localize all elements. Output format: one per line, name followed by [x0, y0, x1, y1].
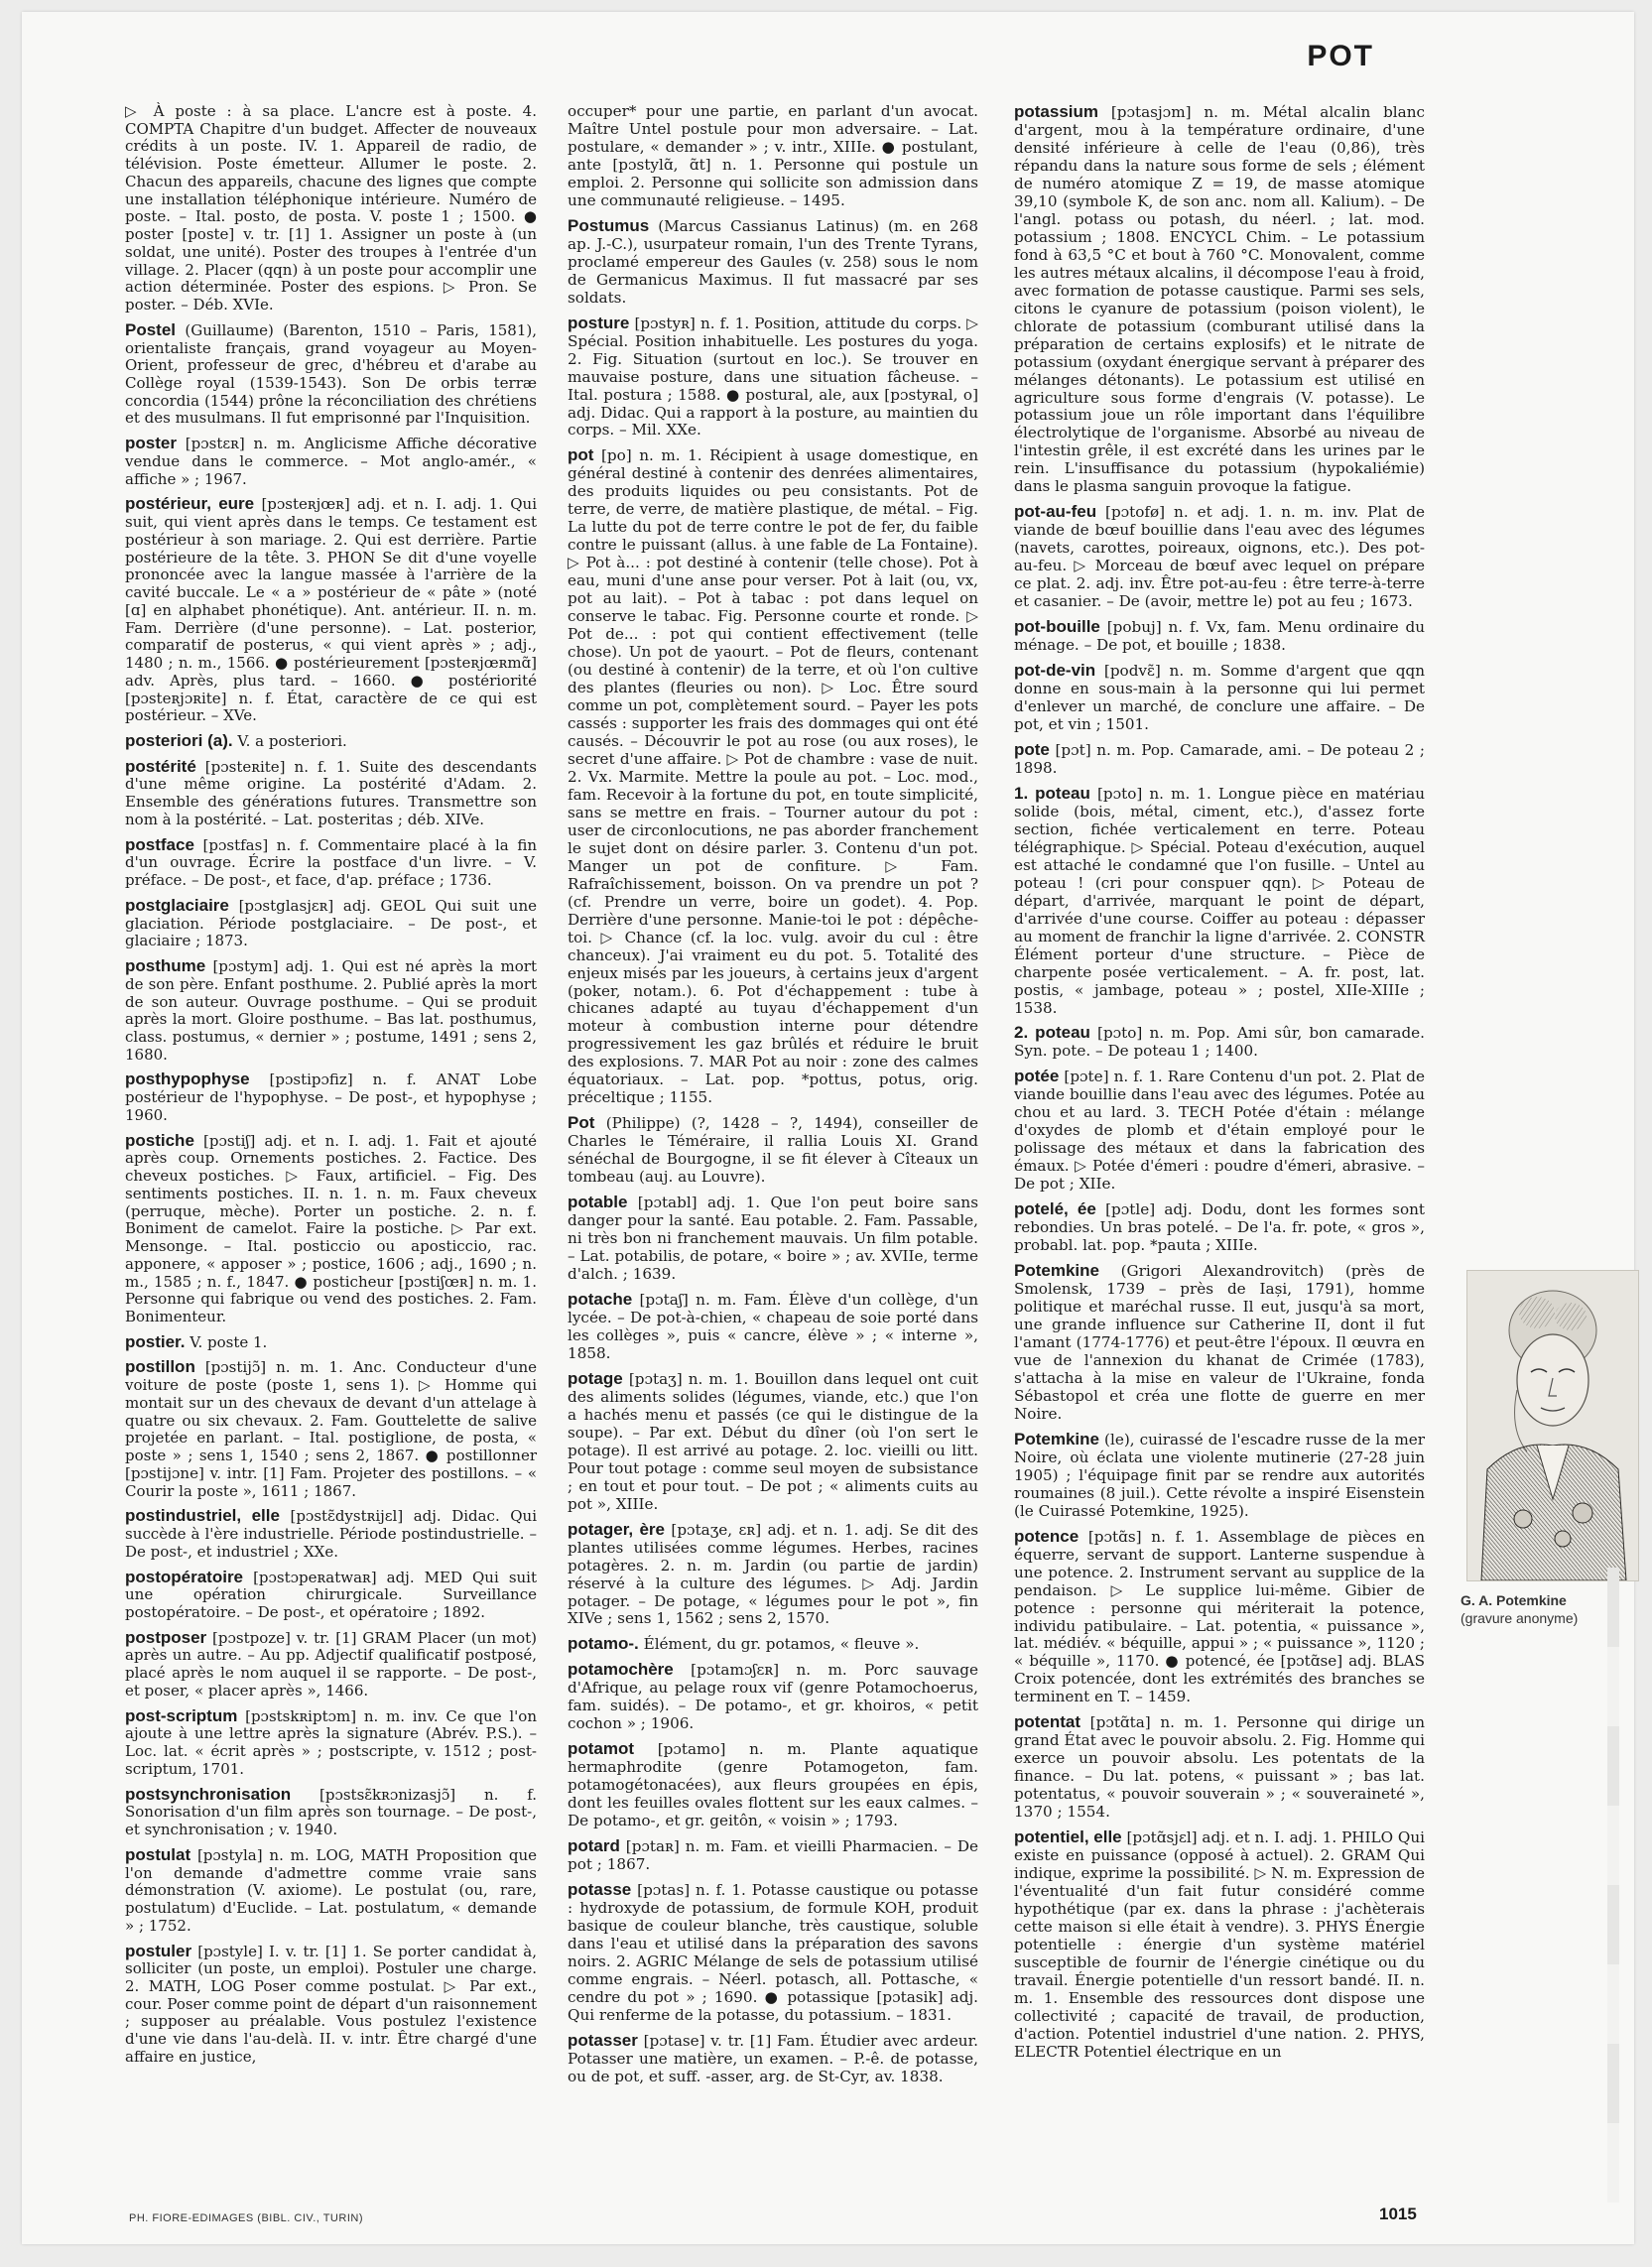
- entry-headword: Postumus: [568, 215, 650, 235]
- entry-headword: 2. poteau: [1014, 1023, 1090, 1043]
- entry-headword: potamochère: [568, 1660, 674, 1680]
- entry-headword: Postel: [125, 319, 177, 339]
- entry-text: (le), cuirassé de l'escadre russe de la mer Noire, où éclata une violente mutinerie (27-28 juin 1905) ; l'équipage finit par se rendre aux autorités roumaines (8 juil.). Cette révolte a inspiré Eisenstein (le Cuirassé Potemkine, 1925).: [1014, 1430, 1425, 1520]
- dictionary-entry: [568, 1114, 978, 1187]
- entry-text: (Grigori Alexandrovitch) (près de Smolensk, 1739 – près de Iași, 1791), homme politique et maréchal russe. Il eut, jusqu'à sa mort, une grande influence sur Catherine II, dont il fut l'amant (1774-1776) et peut-être l'époux. Il œuvra en vue de l'annexion du khanat de Crimée (1783), s'attacha à la mise en valeur de l'Ukraine, fonda Sébastopol et créa une flotte de guerre en mer Noire.: [1014, 1262, 1425, 1423]
- dictionary-entry: [125, 1507, 537, 1561]
- caption-name: G. A. Potemkine: [1461, 1592, 1567, 1608]
- entry-text: (Philippe) (?, 1428 – ?, 1494), conseiller de Charles le Téméraire, il rallia Louis XI. Grand sénéchal de Bourgogne, il se fit élever à Cîteaux un tombeau (auj. au Louvre).: [568, 1114, 978, 1187]
- entry-text: [pɔstsɛ̃kʀɔnizasjɔ̃] n. f. Sonorisation d'un film après son tournage. – De post-, et synchronisation ; v. 1940.: [125, 1785, 537, 1839]
- scan-edge: [1607, 1568, 1619, 2203]
- entry-text: [pɔtle] adj. Dodu, dont les formes sont rebondies. Un bras potelé. – De l'a. fr. pote, « gros », probabl. lat. pop. *pauta ; XIIIe.: [1014, 1200, 1425, 1255]
- entry-headword: postillon: [125, 1357, 195, 1377]
- entry-text: [pɔto] n. m. 1. Longue pièce en matériau solide (bois, métal, ciment, etc.), d'assez forte section, fichée verticalement en terre. Poteau télégraphique. ▷ Spécial. Poteau d'exécution, auquel est attaché le condamné que l'on fusille. – Untel au poteau ! (cri pour conspuer qqn). ▷ Poteau de départ, d'arrivée, marquant le point de départ, d'arrivée d'une course. Coiffer au poteau : dépasser au moment de franchir la ligne d'arrivée. 2. CONSTR Élément porteur d'une structure. – Pièce de charpente posée verticalement. – A. fr. post, lat. postis, « jambage, poteau » ; postel, XIIe-XIIIe ; 1538.: [1014, 784, 1426, 1017]
- entry-text: [pɔtofø] n. et adj. 1. n. m. inv. Plat de viande de bœuf bouillie dans l'eau avec des légumes (navets, carottes, poireaux, oignons, etc.). Des pot-au-feu. ▷ Morceau de bœuf avec lequel on prépare ce plat. 2. adj. inv. Être pot-au-feu : être terre-à-terre et casanier. – De (avoir, mettre le) pot au feu ; 1673.: [1014, 503, 1425, 611]
- entry-text: [pɔtaʒe, ɛʀ] adj. et n. 1. adj. Se dit des plantes utilisées comme légumes. Herbes, racines potagères. 2. n. m. Jardin (ou partie de jardin) réservé à la culture des légumes. ▷ Adj. Jardin potager. – De potage, « légumes pour le pot », fin XIVe ; sens 1, 1562 ; sens 2, 1570.: [568, 1520, 978, 1628]
- dictionary-entry: [1014, 1528, 1425, 1707]
- dictionary-entry: [125, 1132, 537, 1326]
- dictionary-entry: [125, 732, 537, 751]
- entry-headword: potage: [568, 1368, 623, 1388]
- dictionary-entry: [125, 758, 537, 829]
- entry-headword: postérité: [125, 756, 196, 776]
- dictionary-entry: [568, 103, 978, 210]
- dictionary-entry: [125, 1846, 537, 1936]
- dictionary-entry: [125, 103, 537, 315]
- dictionary-entry: [1014, 618, 1425, 655]
- dictionary-entry: [1014, 503, 1425, 611]
- entry-headword: pot-au-feu: [1014, 502, 1097, 522]
- entry-text: [pɔstym] adj. 1. Qui est né après la mort de son père. Enfant posthume. 2. Publié après la mort de son auteur. Ouvrage posthume. – Qui se produit après la mort. Gloire posthume. – Bas lat. posthumus, class. postumus, « dernier » ; postume, 1491 ; sens 2, 1680.: [125, 957, 537, 1064]
- dictionary-entry: [568, 446, 978, 1107]
- entry-text: V. poste 1.: [185, 1332, 268, 1351]
- dictionary-entry: [1014, 103, 1425, 496]
- entry-headword: postindustriel, elle: [125, 1506, 280, 1526]
- entry-headword: post-scriptum: [125, 1705, 238, 1725]
- dictionary-entry: [125, 495, 537, 725]
- entry-text: [pɔstglasjɛʀ] adj. GEOL Qui suit une glaciation. Période postglaciaire. – De post-, et glaciaire ; 1873.: [125, 896, 537, 950]
- page-number: 1015: [1379, 2204, 1417, 2223]
- entry-text: Élément, du gr. potamos, « fleuve ».: [638, 1635, 920, 1654]
- dictionary-entry: [568, 1194, 978, 1284]
- entry-text: [pɔtɑ̃ta] n. m. 1. Personne qui dirige un grand État avec le pouvoir absolu. 2. Fig. Homme qui exerce un pouvoir absolu. Les potentats de la finance. – Du lat. potens, « puissant » ; bas lat. potentatus, « pouvoir souverain » ; « souveraineté », 1370 ; 1554.: [1014, 1713, 1425, 1822]
- entry-text: [po] n. m. 1. Récipient à usage domestique, en général destiné à contenir des denrées alimentaires, des produits liquides ou peu consistants. Pot de terre, de verre, de matière plastique, de métal. – Fig. La lutte du pot de terre contre le pot de fer, du faible contre le puissant (allus. à une fable de La Fontaine). ▷ Pot à... : pot destiné à contenir (telle chose). Pot à eau, muni d'une anse pour verser. Pot à lait (ou, vx, pot au lait). – Pot à tabac : pot dans lequel on conserve le tabac. Fig. Personne courte et ronde. ▷ Pot de... : pot qui contient effectivement (telle chose). Un pot de yaourt. – Pot de fleurs, contenant (ou destiné à contenir) de la terre, et où l'on cultive des plantes (fleuries ou non). ▷ Loc. Être sourd comme un pot, complètement sourd. – Payer les pots cassés : supporter les frais des dommages qui ont été causés. – Découvrir le pot au rose (ou aux roses), le secret d'une affaire. ▷ Pot de chambre : vase de nuit. 2. Vx. Marmite. Mettre la poule au pot. – Loc. mod., fam. Recevoir à la fortune du pot, en toute simplicité, sans se mettre en frais. – Tourner autour du pot : user de circonlocutions, ne pas aborder franchement le sujet dont on désire parler. 3. Contenu d'un pot. Manger un pot de confiture. ▷ Fam. Rafraîchissement, boisson. On va prendre un pot ? (cf. Prendre un verre, boire un godet). 4. Pop. Derrière d'une personne. Manie-toi le pot : dépêche-toi. ▷ Chance (cf. la loc. vulg. avoir du cul : être chanceux). J'ai vraiment eu du pot. 5. Totalité des enjeux misés par les joueurs, à certains jeux d'argent (poker, notam.). 6. Pot d'échappement : tube à chicanes adapté au tuyau d'échappement d'un moteur à combustion interne pour détendre progressivement les gaz brûlés et réduire le bruit des explosions. 7. MAR Pot au noir : zone des calmes équatoriaux. – Lat. pop. *pottus, potus, orig. préceltique ; 1155.: [568, 446, 978, 1107]
- caption-note: (gravure anonyme): [1461, 1610, 1579, 1626]
- dictionary-entry: [1014, 1024, 1425, 1061]
- entry-headword: potelé, ée: [1014, 1199, 1096, 1219]
- running-head: POT: [1307, 40, 1374, 72]
- entry-headword: postuler: [125, 1941, 192, 1960]
- entry-headword: potée: [1014, 1067, 1060, 1086]
- dictionary-entry: [125, 1943, 537, 2067]
- dictionary-entry: [1014, 741, 1425, 778]
- entry-headword: posthypophyse: [125, 1070, 250, 1089]
- dictionary-page: [22, 12, 1634, 2244]
- entry-headword: potasser: [568, 2030, 638, 2050]
- dictionary-entry: [125, 1707, 537, 1779]
- entry-text: [pɔtas] n. f. 1. Potasse caustique ou potasse : hydroxyde de potassium, de formule KOH, produit basique de couleur blanche, très caustique, soluble dans l'eau et utilisé dans la préparation des savons noirs. 2. AGRIC Mélange de sels de potassium utilisé comme engrais. – Néerl. potasch, all. Pottasche, « cendre du pot » ; 1690. ● potassique [pɔtasik] adj. Qui renferme de la potasse, du potassium. – 1831.: [568, 1881, 978, 2024]
- entry-text: V. a posteriori.: [232, 731, 347, 750]
- entry-headword: Potemkine: [1014, 1429, 1099, 1448]
- entry-text: [pɔtamo] n. m. Plante aquatique hermaphrodite (genre Potamogeton, fam. potamogétonacées), aux fleurs groupées en épis, dont les feuilles ovales flottent sur les eaux calmes. – De potamo-, et gr. geitôn, « voisin » ; 1793.: [568, 1740, 978, 1830]
- dictionary-entry: [1014, 1068, 1425, 1194]
- dictionary-entry: [1014, 1713, 1425, 1822]
- dictionary-entry: [568, 1521, 978, 1629]
- entry-text: [pɔtamɔʃɛʀ] n. m. Porc sauvage d'Afrique, au pelage roux vif (genre Potamochoerus, fam. suidés). – De potamo-, et gr. khoiros, « petit cochon » ; 1906.: [568, 1661, 978, 1733]
- column-2: [568, 103, 978, 2093]
- entry-text: [pɔto] n. m. Pop. Ami sûr, bon camarade. Syn. pote. – De poteau 1 ; 1400.: [1014, 1024, 1426, 1061]
- entry-headword: postopératoire: [125, 1567, 244, 1586]
- dictionary-entry: [1014, 662, 1425, 734]
- entry-headword: posthume: [125, 956, 206, 976]
- dictionary-entry: [1014, 1200, 1425, 1255]
- entry-text: [pɔstɔpeʀatwaʀ] adj. MED Qui suit une opération chirurgicale. Surveillance postopératoire. – De post-, et opératoire ; 1892.: [125, 1568, 537, 1622]
- entry-headword: postiche: [125, 1130, 194, 1150]
- entry-headword: postsynchronisation: [125, 1784, 292, 1804]
- entry-text: [pɔstskʀiptɔm] n. m. inv. Ce que l'on ajoute à une lettre après la signature (Abrév. P.S.). – Loc. lat. « écrit après » ; postscripte, v. 1512 ; post-scriptum, 1701.: [125, 1706, 537, 1778]
- entry-text: [pɔtabl] adj. 1. Que l'on peut boire sans danger pour la santé. Eau potable. 2. Fam. Passable, ni très bon ni franchement mauvais. Un film potable. – Lat. potabilis, de potare, « boire » ; av. XVIIe, terme d'alch. ; 1639.: [568, 1194, 978, 1284]
- dictionary-entry: [125, 435, 537, 488]
- entry-text: [pɔt] n. m. Pop. Camarade, ami. – De poteau 2 ; 1898.: [1014, 740, 1425, 777]
- dictionary-entry: [568, 315, 978, 441]
- entry-headword: potard: [568, 1836, 620, 1856]
- entry-text: [pɔte] n. f. 1. Rare Contenu d'un pot. 2. Plat de viande bouillie dans l'eau avec des légumes. Potée au chou et au lard. 3. TECH Potée d'étain : mélange d'oxydes de plomb et d'étain employé pour le polissage des métaux et dans la fabrication des émaux. ▷ Potée d'émeri : poudre d'émeri, abrasive. – De pot ; XIIe.: [1014, 1068, 1425, 1194]
- dictionary-entry: [568, 1661, 978, 1733]
- entry-text: [pɔstfas] n. f. Commentaire placé à la fin d'un ouvrage. Écrire la postface d'un livre. – V. préface. – De post-, et face, d'ap. préface ; 1736.: [125, 835, 537, 890]
- potemkine-portrait: [1466, 1270, 1639, 1581]
- dictionary-entry: [568, 1837, 978, 1874]
- entry-headword: poster: [125, 434, 177, 453]
- entry-headword: pot: [568, 445, 594, 465]
- entry-headword: potamot: [568, 1739, 635, 1759]
- dictionary-entry: [1014, 785, 1425, 1018]
- dictionary-entry: [1014, 1828, 1425, 2062]
- dictionary-entry: [1014, 1262, 1425, 1424]
- dictionary-entry: [568, 1291, 978, 1363]
- dictionary-entry: [125, 897, 537, 950]
- entry-text: [pɔtɑ̃sjɛl] adj. et n. I. adj. 1. PHILO Qui existe en puissance (opposé à actuel). 2. GRAM Qui indique, exprime la possibilité. ▷ N. m. Expression de l'éventualité d'un fait futur considéré comme hypothétique (par ex. dans la phrase : j'achèterais cette maison si elle était à vendre). 3. PHYS Énergie potentielle : énergie d'un système matériel susceptible de fournir de l'énergie cinétique ou du travail. Énergie potentielle d'un ressort bandé. II. n. m. 1. Ensemble des ressources dont dispose une collectivité ; capacité de travail, de production, d'action. Potentiel industriel d'une nation. 2. PHYS, ELECTR Potentiel électrique en un: [1014, 1828, 1425, 2061]
- entry-headword: potamo-.: [568, 1634, 639, 1654]
- portrait-engraving-icon: [1467, 1271, 1638, 1580]
- entry-text: [pɔstijɔ̃] n. m. 1. Anc. Conducteur d'une voiture de poste (poste 1, sens 1). ▷ Homme qui montait sur un des chevaux de devant d'un attelage à quatre ou six chevaux. 2. Fam. Gouttelette de salive projetée en parlant. – Ital. postiglione, de posta, « poste » ; sens 1, 1540 ; sens 2, 1867. ● postillonner [pɔstijɔne] v. intr. [1] Fam. Projeter des postillons. – « Courir la poste », 1611 ; 1867.: [125, 1358, 537, 1500]
- entry-headword: potable: [568, 1193, 628, 1212]
- entry-text: [pɔstiʃ] adj. et n. I. adj. 1. Fait et ajouté après coup. Ornements postiches. 2. Factice. Des cheveux postiches. ▷ Faux, artificiel. – Fig. Des sentiments postiches. II. n. 1. n. m. Faux cheveux (perruque, mèche). Porter un postiche. 2. n. f. Boniment de camelot. Faire la postiche. ▷ Par ext. Mensonge. – Ital. posticcio ou aposticcio, rac. apponere, « apposer » ; postice, 1606 ; adj., 1690 ; n. m., 1585 ; n. f., 1847. ● posticheur [pɔstiʃœʀ] n. m. 1. Personne qui fabrique ou vend des postiches. 2. Fam. Bonimenteur.: [125, 1131, 537, 1325]
- entry-text: [pɔstyʀ] n. f. 1. Position, attitude du corps. ▷ Spécial. Position inhabituelle. Les postures du yoga. 2. Fig. Situation (surtout en loc.). Se trouver en mauvaise posture, dans une situation fâcheuse. – Ital. postura ; 1588. ● postural, ale, aux [pɔstyʀal, o] adj. Didac. Qui a rapport à la posture, au maintien du corps. – Mil. XXe.: [568, 314, 978, 440]
- entry-text: (Marcus Cassianus Latinus) (m. en 268 ap. J.-C.), usurpateur romain, l'un des Trente Tyrans, proclamé empereur des Gaules (v. 258) sous le nom de Germanicus Maximus. Il fut massacré par ses soldats.: [568, 216, 978, 307]
- dictionary-entry: [125, 1786, 537, 1839]
- entry-text: [pɔtɑ̃s] n. f. 1. Assemblage de pièces en équerre, servant de support. Lanterne suspendue à une potence. 2. Instrument servant au supplice de la pendaison. ▷ Le supplice lui-même. Gibier de potence : personne qui mériterait la potence, individu patibulaire. – Lat. potentia, « puissance », lat. médiév. « béquille, appui » ; « puissance », 1120 ; « béquille », 1170. ● potencé, ée [pɔtɑ̃se] adj. BLAS Croix potencée, dont les extrémités des branches se terminent en T. – 1459.: [1014, 1527, 1425, 1706]
- entry-headword: postérieur, eure: [125, 494, 255, 514]
- entry-headword: potager, ère: [568, 1519, 665, 1539]
- portrait-caption: [1461, 1591, 1649, 1627]
- entry-headword: Pot: [568, 1113, 595, 1133]
- dictionary-entry: [568, 1740, 978, 1830]
- entry-text: [pɔstyle] I. v. tr. [1] 1. Se porter candidat à, solliciter (un poste, un emploi). Postuler une charge. 2. MATH, LOG Poser comme postulat. ▷ Par ext., cour. Poser comme point de départ d'un raisonnement ; supposer au préalable. Vous postulez l'existence d'une vie dans l'au-delà. II. v. intr. Être chargé d'une affaire en justice,: [125, 1942, 537, 2066]
- entry-headword: posture: [568, 313, 630, 332]
- photo-credit: PH. FIORE-EDIMAGES (BIBL. CIV., TURIN): [129, 2212, 363, 2224]
- entry-headword: potence: [1014, 1526, 1080, 1546]
- dictionary-entry: [568, 1635, 978, 1654]
- entry-text: ▷ À poste : à sa place. L'ancre est à poste. 4. COMPTA Chapitre d'un budget. Affecter de nouveaux crédits à un poste. IV. 1. Appareil de radio, de télévision. Poste émetteur. Allumer le poste. 2. Chacun des appareils, chacune des lignes que compte une installation téléphonique intérieure. Numéro de poste. – Ital. posto, de posta. V. poste 1 ; 1500. ● poster [poste] v. tr. [1] 1. Assigner un poste à (un soldat, une unité). Poster des troupes à l'entrée d'un village. 2. Placer (qqn) à un poste pour accomplir une action déterminée. Poster des espions. ▷ Pron. Se poster. – Déb. XVIe.: [125, 102, 537, 315]
- column-3: [1014, 103, 1425, 2069]
- entry-text: [pɔstyla] n. m. LOG, MATH Proposition que l'on demande d'admettre comme vraie sans démonstration (V. axiome). Le postulat (ou, rare, postulatum) d'Euclide. – Lat. postulatum, « demande » ; 1752.: [125, 1845, 537, 1935]
- entry-headword: potentiel, elle: [1014, 1827, 1122, 1847]
- entry-text: [pɔstipɔfiz] n. f. ANAT Lobe postérieur de l'hypophyse. – De post-, et hypophyse ; 1960.: [125, 1071, 537, 1124]
- entry-headword: postglaciaire: [125, 895, 229, 915]
- dictionary-entry: [125, 1629, 537, 1700]
- entry-headword: potasse: [568, 1880, 632, 1900]
- column-1: [125, 103, 537, 2074]
- entry-headword: potassium: [1014, 102, 1099, 121]
- entry-headword: posteriori (a).: [125, 730, 233, 750]
- entry-text: [pɔtasjɔm] n. m. Métal alcalin blanc d'argent, mou à la température ordinaire, d'une densité inférieure à celle de l'eau (0,86), très répandu dans la nature sous forme de sels ; élément de numéro atomique Z = 19, de masse atomique 39,10 (symbole K, de son anc. nom all. Kalium). – De l'angl. potass ou potash, du néerl. ; lat. mod. potassium ; 1808. ENCYCL Chim. – Le potassium fond à 63,5 °C et bout à 760 °C. Monovalent, comme les autres métaux alcalins, il décompose l'eau à froid, avec formation de potasse caustique. Parmi ses sels, citons le cyanure de potassium (poison violent), le chlorate de potassium (comburant utilisé dans la préparation de certains explosifs) et le nitrate de potassium (oxydant énergique servant à préparer des mélanges détonants). Le potassium est utilisé en agriculture sous forme d'engrais (V. potasse). Le potassium joue un rôle important dans l'équilibre électrolytique de l'organisme. Absorbé au niveau de l'intestin grêle, il est excrété dans les urines par le rein. L'insuffisance du potassium (hypokaliémie) dans le plasma sanguin provoque la fatigue.: [1014, 103, 1425, 496]
- entry-text: occuper* pour une partie, en parlant d'un avocat. Maître Untel postule pour mon adversaire. – Lat. postulare, « demander » ; v. intr., XIIIe. ● postulant, ante [pɔstylɑ̃, ɑ̃t] n. 1. Personne qui postule un emploi. 2. Personne qui sollicite son admission dans une communauté religieuse. – 1495.: [568, 102, 978, 209]
- dictionary-entry: [125, 836, 537, 890]
- dictionary-entry: [125, 1333, 537, 1352]
- dictionary-entry: [568, 1881, 978, 2025]
- entry-headword: pot-bouille: [1014, 617, 1100, 637]
- entry-headword: postier.: [125, 1331, 186, 1351]
- entry-text: [pɔtaʒ] n. m. 1. Bouillon dans lequel ont cuit des aliments solides (légumes, viande, etc.) que l'on a hachés menu et passés (ce qui le distingue de la soupe). – Par ext. Début du dîner (où l'on sert le potage). Il est arrivé au potage. 2. loc. vieilli ou litt. Pour tout potage : comme seul moyen de subsistance ; en tout et pour tout. – De pot ; « aliments cuits au pot », XIIIe.: [568, 1369, 978, 1513]
- entry-text: [pɔtaʃ] n. m. Fam. Élève d'un collège, d'un lycée. – De pot-à-chien, « chapeau de soie porté dans les collèges », puis « cancre, élève » ; « interne », 1858.: [568, 1291, 978, 1362]
- dictionary-entry: [125, 321, 537, 428]
- entry-text: [pɔsteʀjœʀ] adj. et n. I. adj. 1. Qui suit, qui vient après dans le temps. Ce testament est postérieur à son mariage. 2. Qui est derrière. Partie postérieure de la tête. 3. PHON Se dit d'une voyelle prononcée avec la langue massée à l'arrière de la cavité buccale. Le « a » postérieur de « pâte » (noté [ɑ] en alphabet phonétique). Ant. antérieur. II. n. m. Fam. Derrière (d'une personne). – Lat. posterior, comparatif de posterus, « qui vient après » ; adj., 1480 ; n. m., 1566. ● postérieurement [pɔsteʀjœʀmɑ̃] adv. Après, plus tard. – 1660. ● postériorité [pɔsteʀjɔʀite] n. f. État, caractère de ce qui est postérieur. – XVe.: [125, 495, 538, 725]
- dictionary-entry: [125, 957, 537, 1064]
- dictionary-entry: [1014, 1431, 1425, 1521]
- entry-text: [pɔstɛʀ] n. m. Anglicisme Affiche décorative vendue dans le commerce. – Mot anglo-amér., « affiche » ; 1967.: [125, 435, 537, 488]
- entry-headword: potentat: [1014, 1712, 1081, 1732]
- entry-headword: Potemkine: [1014, 1261, 1099, 1281]
- entry-text: (Guillaume) (Barenton, 1510 – Paris, 1581), orientaliste français, grand voyageur au Moyen-Orient, professeur de grec, d'hébreu et d'arabe au Collège royal (1539-1543). Son De orbis terræ concordia (1544) prône la réconciliation des chrétiens et des musulmans. Il fut emprisonné par l'Inquisition.: [125, 320, 537, 428]
- dictionary-entry: [125, 1569, 537, 1622]
- entry-text: [pɔtaʀ] n. m. Fam. et vieilli Pharmacien. – De pot ; 1867.: [568, 1837, 978, 1874]
- dictionary-entry: [568, 2032, 978, 2086]
- entry-headword: potache: [568, 1290, 633, 1309]
- dictionary-entry: [568, 217, 978, 308]
- entry-text: [pobuj] n. f. Vx, fam. Menu ordinaire du ménage. – De pot, et bouille ; 1838.: [1014, 618, 1425, 655]
- dictionary-entry: [125, 1358, 537, 1500]
- entry-text: [pɔsteʀite] n. f. 1. Suite des descendants d'une même origine. La postérité d'Adam. 2. Ensemble des générations futures. Transmettre son nom à la postérité. – Lat. posteritas ; déb. XIVe.: [125, 757, 537, 828]
- entry-text: [pɔstɛ̃dystʀijɛl] adj. Didac. Qui succède à l'ère industrielle. Période postindustrielle. – De post-, et industriel ; XXe.: [125, 1507, 537, 1561]
- dictionary-entry: [568, 1370, 978, 1514]
- entry-text: [podvɛ̃] n. m. Somme d'argent que qqn donne en sous-main à la personne qui lui permet d'enlever un marché, de conclure une affaire. – De pot, et vin ; 1501.: [1014, 662, 1425, 733]
- entry-headword: pot-de-vin: [1014, 661, 1096, 681]
- entry-headword: postface: [125, 834, 194, 854]
- entry-text: [pɔstpoze] v. tr. [1] GRAM Placer (un mot) après un autre. – Au pp. Adjectif qualificatif postposé, placé après le nom auquel il se rapporte. – De post-, et poser, « placer après », 1466.: [125, 1628, 537, 1700]
- entry-headword: postulat: [125, 1844, 191, 1864]
- entry-headword: postposer: [125, 1627, 207, 1647]
- entry-text: [pɔtase] v. tr. [1] Fam. Étudier avec ardeur. Potasser une matière, un examen. – P.-ê. de potasse, ou de pot, et suff. -asser, arg. de St-Cyr, av. 1838.: [568, 2031, 978, 2085]
- entry-headword: pote: [1014, 739, 1050, 759]
- entry-headword: 1. poteau: [1014, 783, 1090, 803]
- dictionary-entry: [125, 1071, 537, 1124]
